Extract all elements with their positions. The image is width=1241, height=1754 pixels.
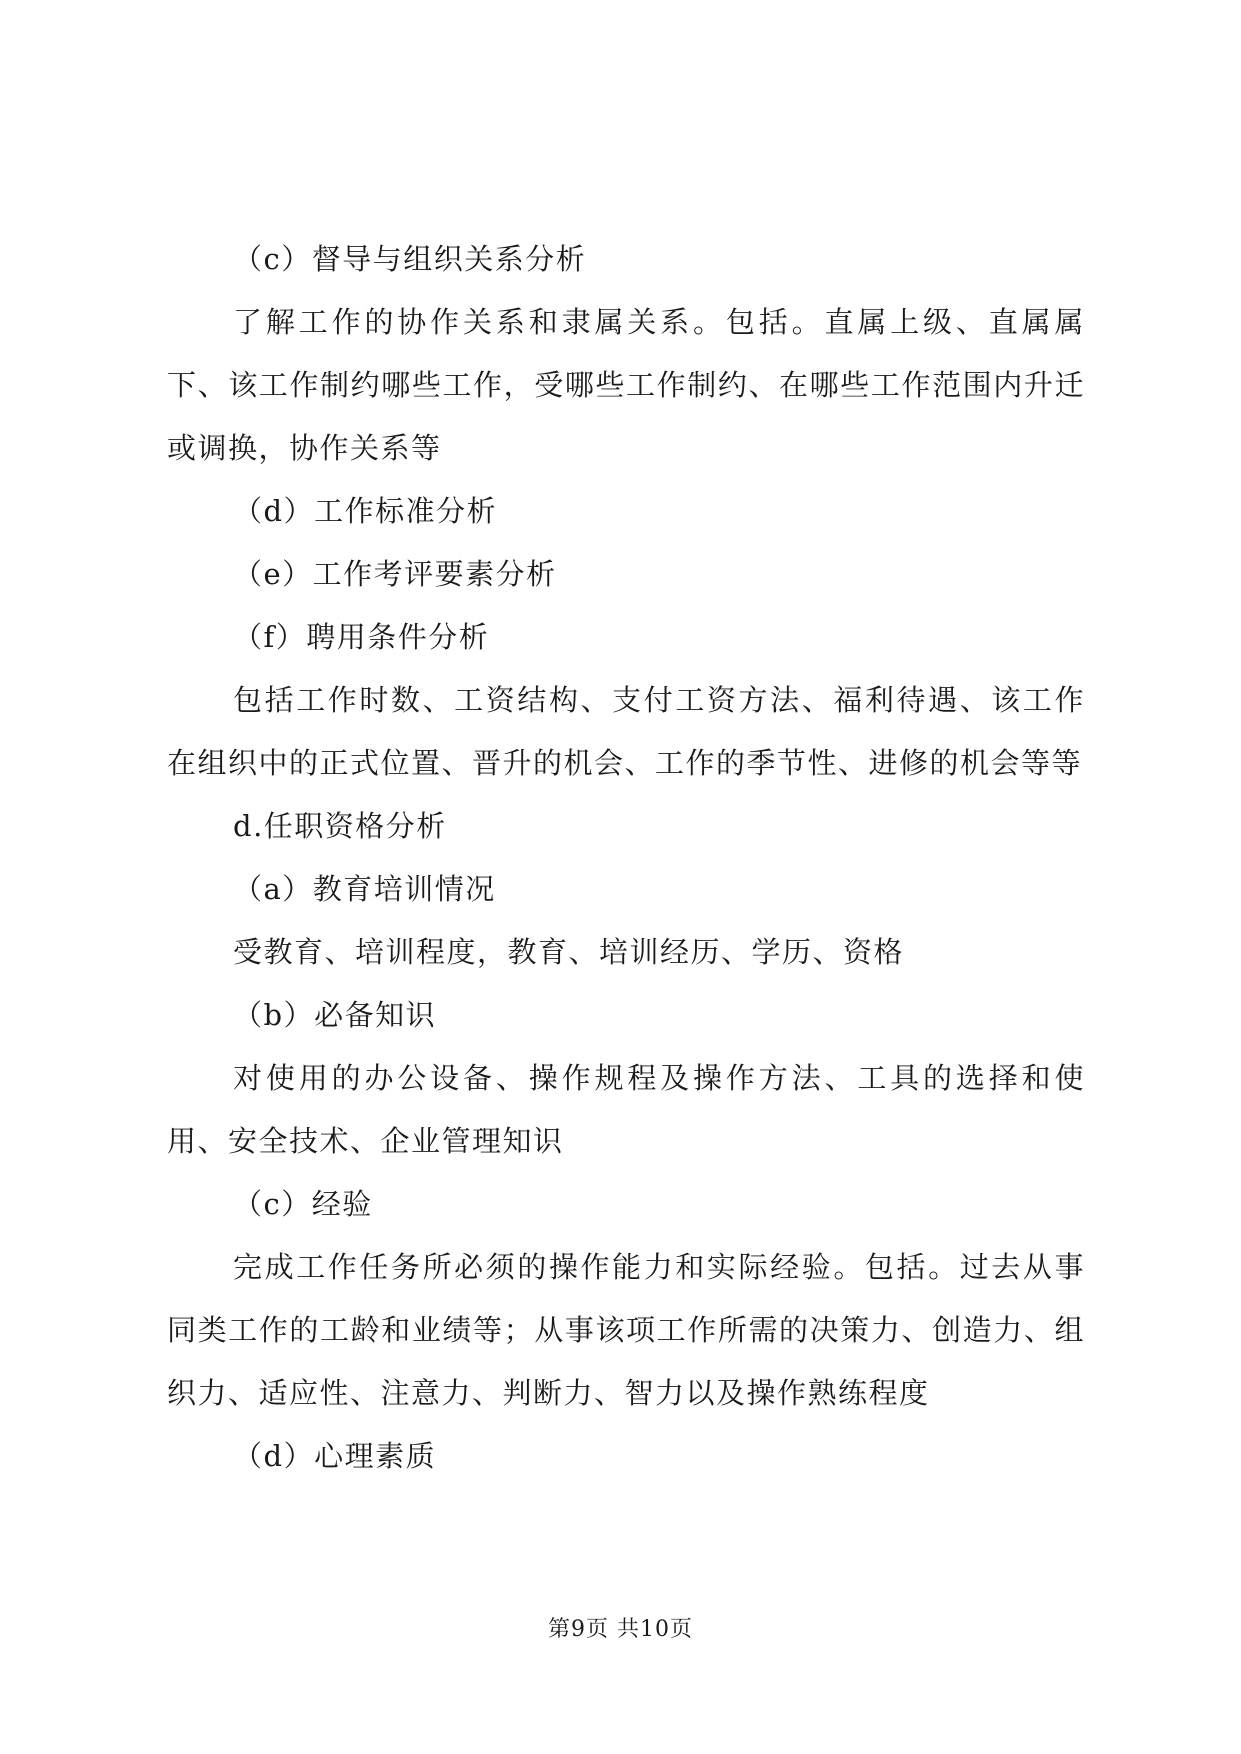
paragraph-b-knowledge-heading: （b）必备知识 <box>233 998 437 1032</box>
paragraph-b-knowledge-body: 对使用的办公设备、操作规程及操作方法、工具的选择和使用、安全技术、企业管理知识 <box>167 1061 1085 1158</box>
paragraph-a-education-body: 受教育、培训程度，教育、培训经历、学历、资格 <box>233 935 905 969</box>
paragraph-f-employment-heading: （f）聘用条件分析 <box>233 620 490 654</box>
paragraph-c-supervision-heading: （c）督导与组织关系分析 <box>233 242 587 276</box>
paragraph-c-experience-heading: （c）经验 <box>233 1187 373 1221</box>
section-d-qualification-heading: d.任职资格分析 <box>233 809 447 843</box>
paragraph-a-education-heading: （a）教育培训情况 <box>233 872 496 906</box>
paragraph-d-psychology-heading: （d）心理素质 <box>233 1439 437 1473</box>
page-footer: 第9页 共10页 <box>548 1617 693 1642</box>
paragraph-f-employment-body: 包括工作时数、工资结构、支付工资方法、福利待遇、该工作在组织中的正式位置、晋升的机会、工作的季节性、进修的机会等等 <box>167 683 1085 780</box>
document-body <box>167 228 1085 1488</box>
paragraph-e-evaluation-heading: （e）工作考评要素分析 <box>233 557 557 591</box>
paragraph-c-experience-body: 完成工作任务所必须的操作能力和实际经验。包括。过去从事同类工作的工龄和业绩等；从事该项工作所需的决策力、创造力、组织力、适应性、注意力、判断力、智力以及操作熟练程度 <box>167 1250 1085 1410</box>
paragraph-c-supervision-body: 了解工作的协作关系和隶属关系。包括。直属上级、直属属下、该工作制约哪些工作，受哪些工作制约、在哪些工作范围内升迁或调换，协作关系等 <box>167 305 1085 465</box>
paragraph-d-standard-heading: （d）工作标准分析 <box>233 494 498 528</box>
